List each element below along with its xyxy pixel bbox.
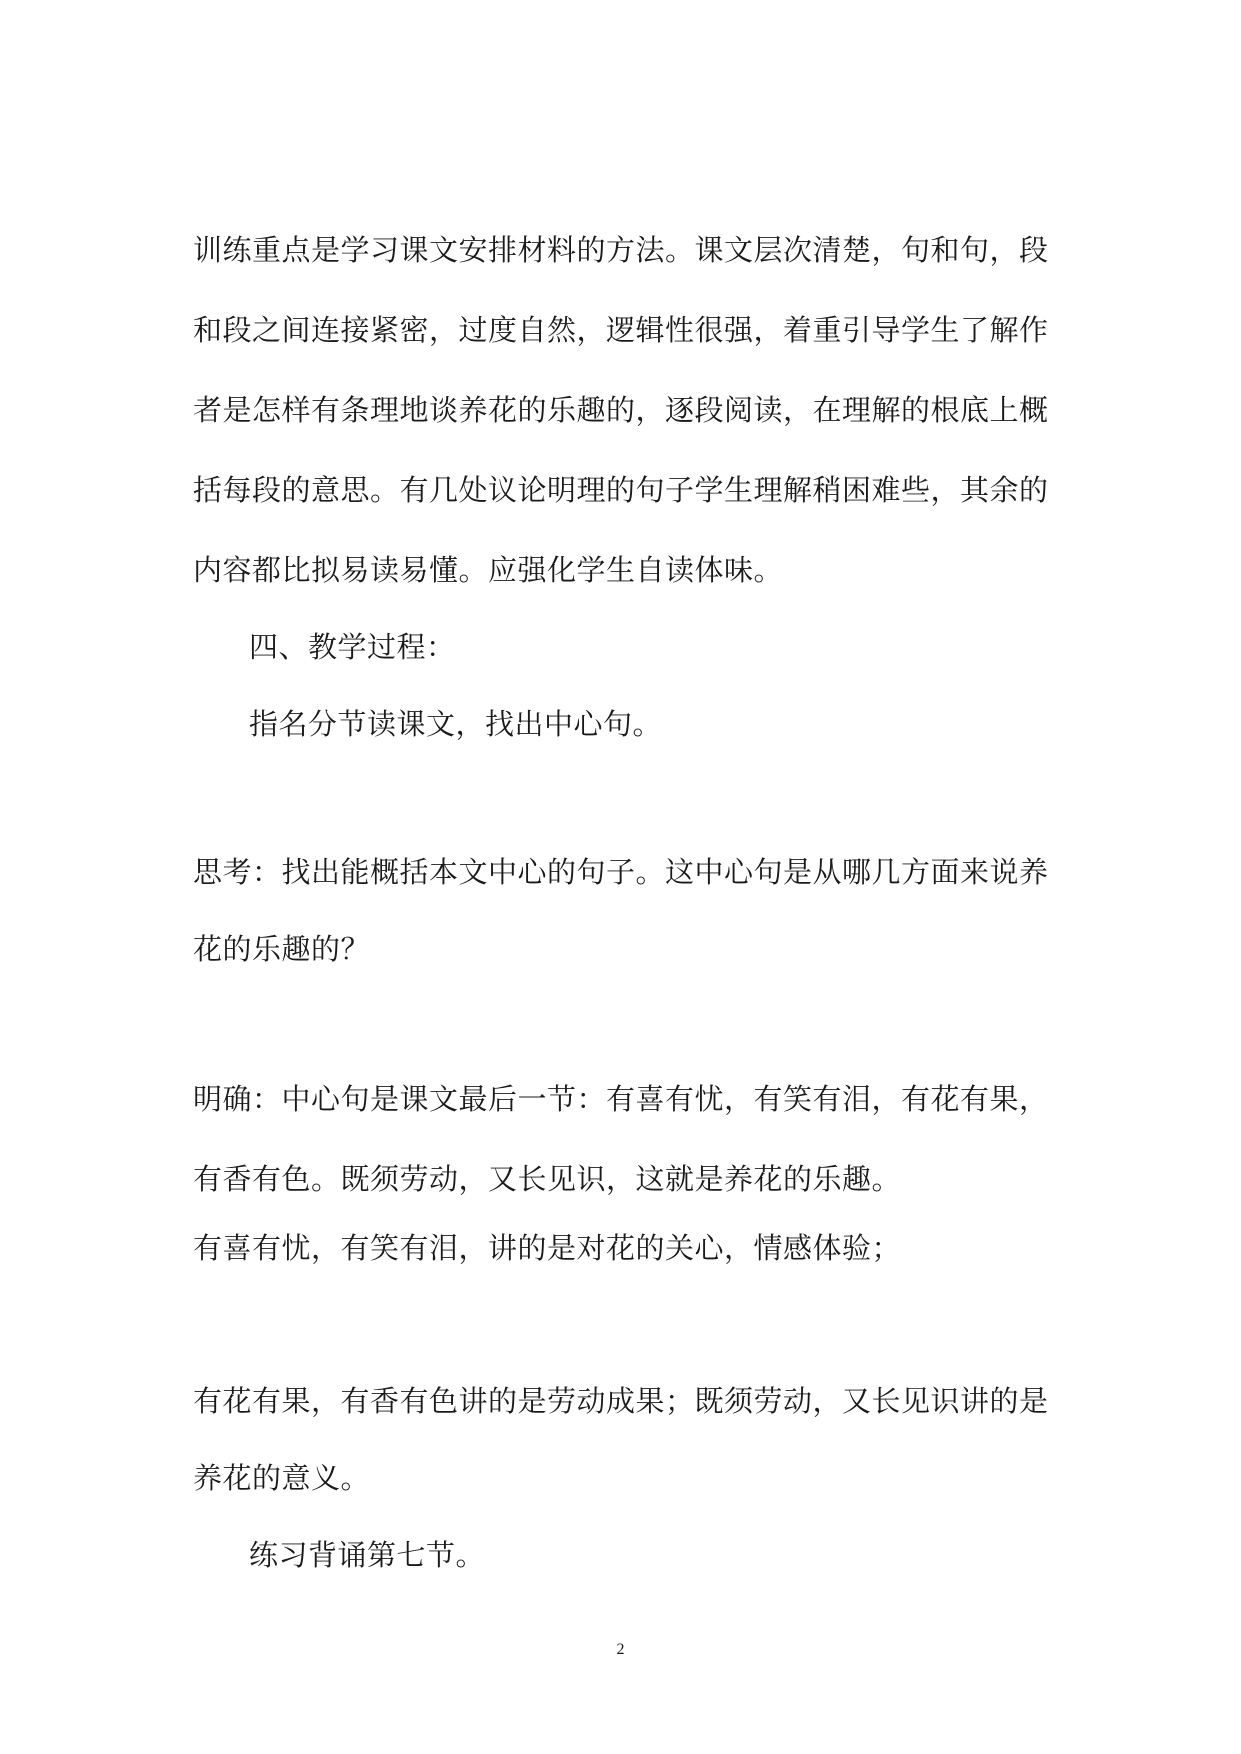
body-text-line: 思考：找出能概括本文中心的句子。这中心句是从哪几方面来说养 <box>193 855 1049 889</box>
body-text-line: 内容都比拟易读易懂。应强化学生自读体味。 <box>193 553 784 587</box>
body-text-line: 有香有色。既须劳动，又长见识，这就是养花的乐趣。 <box>193 1162 902 1196</box>
body-text-line: 括每段的意思。有几处议论明理的句子学生理解稍困难些，其余的 <box>193 473 1049 507</box>
body-text-line: 有喜有忧，有笑有泪，讲的是对花的关心，情感体验； <box>193 1231 902 1265</box>
body-text-line: 养花的意义。 <box>193 1461 371 1495</box>
page-number: 2 <box>616 1641 625 1658</box>
section-heading: 四、教学过程： <box>249 630 456 664</box>
body-text-line: 指名分节读课文，找出中心句。 <box>249 707 663 741</box>
body-text-line: 明确：中心句是课文最后一节：有喜有忧，有笑有泪，有花有果， <box>193 1082 1049 1116</box>
body-text-line: 有花有果，有香有色讲的是劳动成果；既须劳动，又长见识讲的是 <box>193 1384 1049 1418</box>
body-text-line: 者是怎样有条理地谈养花的乐趣的，逐段阅读，在理解的根底上概 <box>193 393 1049 427</box>
body-text-line: 和段之间连接紧密，过度自然，逻辑性很强，着重引导学生了解作 <box>193 313 1049 347</box>
body-text-line: 练习背诵第七节。 <box>249 1538 486 1572</box>
body-text-line: 花的乐趣的？ <box>193 932 371 966</box>
body-text-line: 训练重点是学习课文安排材料的方法。课文层次清楚，句和句，段 <box>193 233 1049 267</box>
